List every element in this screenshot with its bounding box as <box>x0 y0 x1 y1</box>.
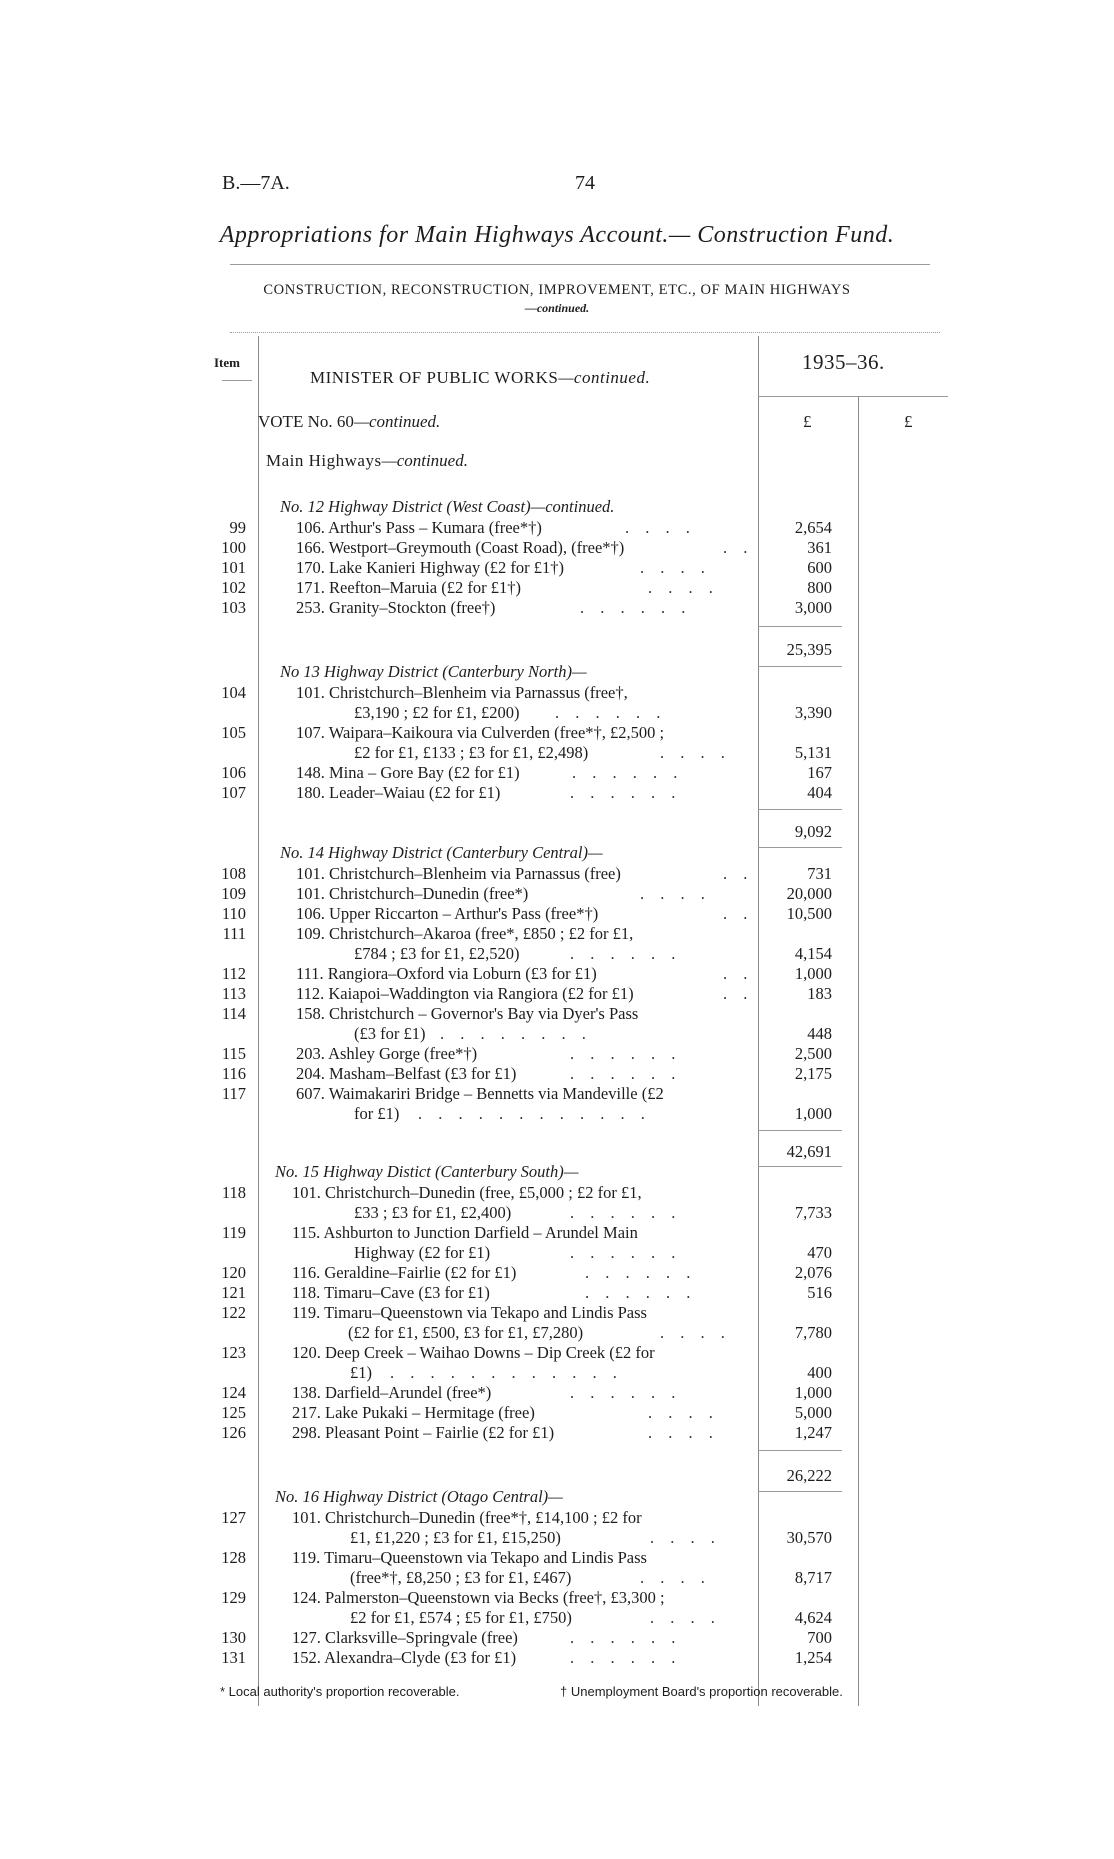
item-description: 170. Lake Kanieri Highway (£2 for £1†) <box>296 558 565 577</box>
table-row <box>0 683 1114 703</box>
item-number: 127 <box>221 1508 246 1527</box>
leader-dots: . . . . . . . . <box>440 1024 592 1043</box>
leader-dots: . . . . . . <box>570 783 682 802</box>
item-amount: 4,154 <box>794 944 832 963</box>
pound-sign-1: £ <box>803 412 812 431</box>
item-description: 166. Westport–Greymouth (Coast Road), (free*†) <box>296 538 625 557</box>
page-number: 74 <box>575 172 595 194</box>
item-description-continued: (free*†, £8,250 ; £3 for £1, £467) <box>350 1568 572 1587</box>
item-amount: 700 <box>807 1628 832 1647</box>
leader-dots: . . <box>723 984 754 1003</box>
item-number: 125 <box>221 1403 246 1422</box>
item-number: 124 <box>221 1383 246 1402</box>
item-amount: 5,131 <box>794 743 832 762</box>
item-amount: 2,654 <box>794 518 832 537</box>
item-description-continued: £33 ; £3 for £1, £2,400) <box>354 1203 512 1222</box>
item-number: 122 <box>221 1303 246 1322</box>
table-row-continued <box>0 1104 1114 1124</box>
item-amount: 167 <box>807 763 832 782</box>
table-row <box>0 578 1114 598</box>
item-description: 124. Palmerston–Queenstown via Becks (free†, £3,300 ; <box>292 1588 665 1607</box>
item-amount: 1,247 <box>794 1423 832 1442</box>
item-description: 101. Christchurch–Blenheim via Parnassus (free) <box>296 864 621 883</box>
leader-dots: . . <box>723 864 754 883</box>
table-row <box>0 1508 1114 1528</box>
item-amount: 1,000 <box>794 1104 832 1123</box>
table-row <box>0 723 1114 743</box>
item-number: 108 <box>221 864 246 883</box>
item-amount: 361 <box>807 538 832 557</box>
leader-dots: . . . . <box>660 743 731 762</box>
item-description: 118. Timaru–Cave (£3 for £1) <box>292 1283 490 1302</box>
district-total: 26,222 <box>786 1466 832 1485</box>
item-description: 203. Ashley Gorge (free*†) <box>296 1044 478 1063</box>
leader-dots: . . . . <box>650 1528 721 1547</box>
item-number: 106 <box>221 763 246 782</box>
item-amount: 731 <box>807 864 832 883</box>
table-row <box>0 538 1114 558</box>
item-column-header: Item <box>214 355 240 370</box>
item-number: 130 <box>221 1628 246 1647</box>
item-description: 127. Clarksville–Springvale (free) <box>292 1628 518 1647</box>
table-row <box>0 1423 1114 1443</box>
table-row <box>0 1343 1114 1363</box>
item-number: 114 <box>221 1004 246 1023</box>
table-row <box>0 1403 1114 1423</box>
table-row-continued <box>0 1608 1114 1628</box>
leader-dots: . . . . . . <box>570 1064 682 1083</box>
table-row-continued <box>0 1024 1114 1044</box>
item-number: 107 <box>221 783 246 802</box>
table-row <box>0 904 1114 924</box>
item-amount: 20,000 <box>786 884 832 903</box>
leader-dots: . . . . <box>640 558 711 577</box>
item-number: 129 <box>221 1588 246 1607</box>
item-description: 116. Geraldine–Fairlie (£2 for £1) <box>292 1263 517 1282</box>
document-code: B.—7A. <box>222 172 290 194</box>
item-number: 111 <box>222 924 246 943</box>
section-title: CONSTRUCTION, RECONSTRUCTION, IMPROVEMENT, ETC., OF MAIN HIGHWAYS <box>263 282 851 298</box>
table-row <box>0 1648 1114 1668</box>
item-number: 101 <box>221 558 246 577</box>
item-amount: 2,076 <box>794 1263 832 1282</box>
item-amount: 448 <box>807 1024 832 1043</box>
item-description: 138. Darfield–Arundel (free*) <box>292 1383 492 1402</box>
subtotal-rule <box>758 1166 842 1167</box>
leader-dots: . . . . . . <box>555 703 667 722</box>
item-number: 128 <box>221 1548 246 1567</box>
table-row <box>0 864 1114 884</box>
table-row-continued <box>0 1568 1114 1588</box>
vote-continued: —continued. <box>353 412 441 431</box>
item-amount: 2,500 <box>794 1044 832 1063</box>
item-description: 158. Christchurch – Governor's Bay via Dyer's Pass <box>296 1004 639 1023</box>
leader-dots: . . . . <box>625 518 696 537</box>
table-row <box>0 783 1114 803</box>
subtotal-rule <box>758 809 842 810</box>
item-description-continued: £784 ; £3 for £1, £2,520) <box>354 944 520 963</box>
item-amount: 3,390 <box>794 703 832 722</box>
leader-dots: . . <box>723 964 754 983</box>
district-heading: No. 15 Highway Distict (Canterbury South)— <box>275 1162 579 1181</box>
year-underline <box>758 396 948 397</box>
item-description-continued: Highway (£2 for £1) <box>354 1243 491 1262</box>
main-highways-heading <box>266 451 468 471</box>
item-description-continued: (£3 for £1) <box>354 1024 426 1043</box>
table-row <box>0 1004 1114 1024</box>
table-row <box>0 1628 1114 1648</box>
table-row-continued <box>0 1243 1114 1263</box>
section-title-continued: —continued. <box>524 301 590 315</box>
item-description: 171. Reefton–Maruia (£2 for £1†) <box>296 578 521 597</box>
item-amount: 470 <box>807 1243 832 1262</box>
table-row-continued <box>0 743 1114 763</box>
item-amount: 800 <box>807 578 832 597</box>
item-description: 115. Ashburton to Junction Darfield – Arundel Main <box>292 1223 638 1242</box>
title-rule <box>230 264 930 265</box>
item-description-continued: £3,190 ; £2 for £1, £200) <box>354 703 520 722</box>
item-description: 253. Granity–Stockton (free†) <box>296 598 496 617</box>
item-description: 101. Christchurch–Dunedin (free*) <box>296 884 529 903</box>
item-number: 118 <box>221 1183 246 1202</box>
item-number: 131 <box>221 1648 246 1667</box>
table-row <box>0 518 1114 538</box>
table-row <box>0 763 1114 783</box>
main-highways-continued: —continued. <box>381 451 468 470</box>
item-number: 120 <box>221 1263 246 1282</box>
leader-dots: . . . . . . <box>570 1044 682 1063</box>
leader-dots: . . . . <box>648 1423 719 1442</box>
item-description: 107. Waipara–Kaikoura via Culverden (free*†, £2,500 ; <box>296 723 665 742</box>
item-amount: 1,000 <box>794 1383 832 1402</box>
leader-dots: . . . . . . . . . . . . <box>390 1363 623 1382</box>
table-row <box>0 1548 1114 1568</box>
item-underline <box>222 380 252 381</box>
vote-heading <box>258 412 440 432</box>
table-row <box>0 924 1114 944</box>
item-description: 109. Christchurch–Akaroa (free*, £850 ; £2 for £1, <box>296 924 634 943</box>
leader-dots: . . . . <box>640 1568 711 1587</box>
item-number: 99 <box>229 518 246 537</box>
table-row <box>0 1263 1114 1283</box>
vote-number: VOTE No. 60 <box>258 412 354 431</box>
item-number: 113 <box>221 984 246 1003</box>
table-row <box>0 884 1114 904</box>
leader-dots: . . <box>723 904 754 923</box>
leader-dots: . . . . . . <box>580 598 692 617</box>
item-number: 116 <box>221 1064 246 1083</box>
item-description-continued: £1, £1,220 ; £3 for £1, £15,250) <box>350 1528 561 1547</box>
item-amount: 8,717 <box>794 1568 832 1587</box>
item-description: 180. Leader–Waiau (£2 for £1) <box>296 783 501 802</box>
item-description: 152. Alexandra–Clyde (£3 for £1) <box>292 1648 517 1667</box>
leader-dots: . . . . <box>648 1403 719 1422</box>
leader-dots: . . . . . . <box>570 1383 682 1402</box>
item-amount: 404 <box>807 783 832 802</box>
leader-dots: . . . . . . <box>570 1648 682 1667</box>
minister-heading <box>310 368 650 388</box>
table-row <box>0 1383 1114 1403</box>
table-row <box>0 1223 1114 1243</box>
leader-dots: . . . . . . <box>585 1263 697 1282</box>
item-number: 110 <box>221 904 246 923</box>
table-row <box>0 558 1114 578</box>
item-number: 100 <box>221 538 246 557</box>
item-description: 106. Upper Riccarton – Arthur's Pass (free*†) <box>296 904 599 923</box>
leader-dots: . . . . . . <box>570 944 682 963</box>
item-description: 119. Timaru–Queenstown via Tekapo and Lindis Pass <box>292 1548 647 1567</box>
item-number: 103 <box>221 598 246 617</box>
item-amount: 4,624 <box>794 1608 832 1627</box>
district-total: 9,092 <box>794 822 832 841</box>
table-row-continued <box>0 1363 1114 1383</box>
district-heading: No 13 Highway District (Canterbury North)— <box>280 662 587 681</box>
item-amount: 1,000 <box>794 964 832 983</box>
table-row <box>0 1303 1114 1323</box>
table-row-continued <box>0 944 1114 964</box>
district-total: 42,691 <box>786 1142 832 1161</box>
item-description: 607. Waimakariri Bridge – Bennetts via Mandeville (£2 <box>296 1084 664 1103</box>
table-row-continued <box>0 1203 1114 1223</box>
item-number: 123 <box>221 1343 246 1362</box>
table-row <box>0 598 1114 618</box>
subtotal-rule <box>758 1491 842 1492</box>
item-description: 101. Christchurch–Blenheim via Parnassus (free†, <box>296 683 628 702</box>
leader-dots: . . . . . . <box>570 1243 682 1262</box>
item-description: 148. Mina – Gore Bay (£2 for £1) <box>296 763 520 782</box>
item-description: 204. Masham–Belfast (£3 for £1) <box>296 1064 517 1083</box>
item-description: 298. Pleasant Point – Fairlie (£2 for £1) <box>292 1423 555 1442</box>
table-row <box>0 1064 1114 1084</box>
leader-dots: . . <box>723 538 754 557</box>
item-amount: 7,780 <box>794 1323 832 1342</box>
leader-dots: . . . . . . <box>570 1203 682 1222</box>
table-row <box>0 1044 1114 1064</box>
minister-name: MINISTER OF PUBLIC WORKS <box>310 368 559 387</box>
item-description-continued: (£2 for £1, £500, £3 for £1, £7,280) <box>348 1323 584 1342</box>
item-number: 105 <box>221 723 246 742</box>
item-amount: 516 <box>807 1283 832 1302</box>
item-number: 104 <box>221 683 246 702</box>
item-amount: 10,500 <box>786 904 832 923</box>
leader-dots: . . . . . . <box>572 763 684 782</box>
year-column-header: 1935–36. <box>802 350 885 374</box>
item-amount: 5,000 <box>794 1403 832 1422</box>
item-description-continued: £1) <box>350 1363 372 1382</box>
item-description: 217. Lake Pukaki – Hermitage (free) <box>292 1403 535 1422</box>
page-title: Appropriations for Main Highways Account.— Construction Fund. <box>219 222 895 248</box>
footnote-local-authority: * Local authority's proportion recoverable. <box>220 1684 460 1699</box>
subtotal-rule <box>758 847 842 848</box>
minister-continued: —continued. <box>558 368 651 387</box>
pound-sign-2: £ <box>904 412 913 431</box>
table-row <box>0 1588 1114 1608</box>
table-row-continued <box>0 1528 1114 1548</box>
item-description: 112. Kaiapoi–Waddington via Rangiora (£2 for £1) <box>296 984 634 1003</box>
item-amount: 1,254 <box>794 1648 832 1667</box>
item-number: 121 <box>221 1283 246 1302</box>
item-description-continued: £2 for £1, £574 ; £5 for £1, £750) <box>350 1608 572 1627</box>
item-description-continued: £2 for £1, £133 ; £3 for £1, £2,498) <box>354 743 589 762</box>
district-heading: No. 16 Highway District (Otago Central)— <box>275 1487 563 1506</box>
item-description: 120. Deep Creek – Waihao Downs – Dip Creek (£2 for <box>292 1343 655 1362</box>
table-row <box>0 964 1114 984</box>
item-number: 117 <box>221 1084 246 1103</box>
item-amount: 2,175 <box>794 1064 832 1083</box>
item-description: 119. Timaru–Queenstown via Tekapo and Lindis Pass <box>292 1303 647 1322</box>
table-row <box>0 984 1114 1004</box>
footnote-unemployment-board: † Unemployment Board's proportion recoverable. <box>560 1684 843 1699</box>
subtotal-rule <box>758 626 842 627</box>
district-total: 25,395 <box>786 640 832 659</box>
item-amount: 3,000 <box>794 598 832 617</box>
section-rule <box>230 332 940 333</box>
leader-dots: . . . . <box>640 884 711 903</box>
leader-dots: . . . . <box>650 1608 721 1627</box>
item-number: 119 <box>221 1223 246 1242</box>
item-description: 106. Arthur's Pass – Kumara (free*†) <box>296 518 542 537</box>
table-row-continued <box>0 703 1114 723</box>
item-amount: 400 <box>807 1363 832 1382</box>
district-heading: No. 14 Highway District (Canterbury Central)— <box>280 843 603 862</box>
item-number: 102 <box>221 578 246 597</box>
item-amount: 600 <box>807 558 832 577</box>
subtotal-rule <box>758 666 842 667</box>
leader-dots: . . . . . . <box>570 1628 682 1647</box>
item-number: 115 <box>221 1044 246 1063</box>
item-number: 112 <box>221 964 246 983</box>
item-amount: 30,570 <box>786 1528 832 1547</box>
leader-dots: . . . . <box>648 578 719 597</box>
district-heading: No. 12 Highway District (West Coast)—continued. <box>280 497 615 516</box>
leader-dots: . . . . <box>660 1323 731 1342</box>
leader-dots: . . . . . . <box>585 1283 697 1302</box>
item-amount: 183 <box>807 984 832 1003</box>
table-row <box>0 1183 1114 1203</box>
table-row <box>0 1084 1114 1104</box>
subtotal-rule <box>758 1450 842 1451</box>
table-row <box>0 1283 1114 1303</box>
item-number: 109 <box>221 884 246 903</box>
subtotal-rule <box>758 1130 842 1131</box>
item-amount: 7,733 <box>794 1203 832 1222</box>
item-description: 101. Christchurch–Dunedin (free, £5,000 ; £2 for £1, <box>292 1183 642 1202</box>
leader-dots: . . . . . . . . . . . . <box>418 1104 651 1123</box>
table-row-continued <box>0 1323 1114 1343</box>
main-highways-label: Main Highways <box>266 451 382 470</box>
item-description: 111. Rangiora–Oxford via Loburn (£3 for £1) <box>296 964 597 983</box>
item-number: 126 <box>221 1423 246 1442</box>
item-description: 101. Christchurch–Dunedin (free*†, £14,100 ; £2 for <box>292 1508 642 1527</box>
item-description-continued: for £1) <box>354 1104 400 1123</box>
